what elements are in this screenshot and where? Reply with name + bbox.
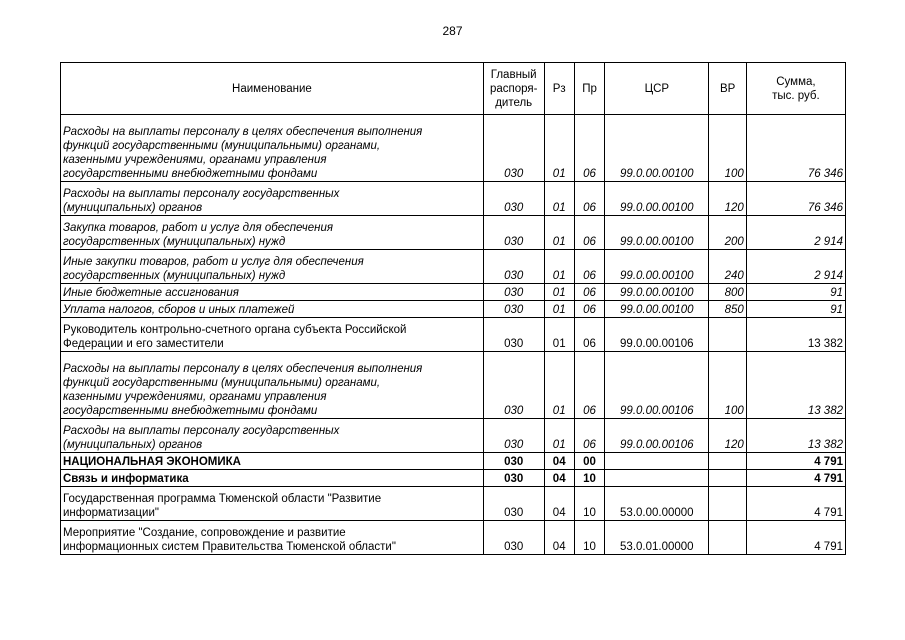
- cell-name-line: НАЦИОНАЛЬНАЯ ЭКОНОМИКА: [63, 456, 241, 468]
- cell-manager: 030: [483, 301, 544, 318]
- cell-csr: 99.0.00.00100: [605, 284, 709, 301]
- header-pr: Пр: [574, 63, 604, 115]
- cell-pr: 06: [574, 352, 604, 419]
- cell-manager: 030: [483, 419, 544, 453]
- cell-vr: 850: [709, 301, 746, 318]
- cell-sum: 4 791: [746, 487, 845, 521]
- cell-rz: 04: [544, 487, 574, 521]
- cell-pr: 06: [574, 301, 604, 318]
- cell-rz: 01: [544, 182, 574, 216]
- cell-name: [61, 284, 484, 301]
- header-sum-line2: тыс. руб.: [772, 89, 820, 102]
- cell-pr: 06: [574, 182, 604, 216]
- cell-sum: 13 382: [746, 419, 845, 453]
- cell-pr: 06: [574, 250, 604, 284]
- cell-name: [61, 301, 484, 318]
- cell-csr: 99.0.00.00100: [605, 250, 709, 284]
- cell-vr: [709, 318, 746, 352]
- table-row: [61, 419, 846, 453]
- cell-name-line: информатизации": [63, 507, 159, 519]
- cell-name: [61, 250, 484, 284]
- cell-rz: 01: [544, 419, 574, 453]
- cell-name-line: казенными учреждениями, органами управления: [63, 391, 327, 403]
- cell-name-line: государственных (муниципальных) нужд: [63, 236, 286, 248]
- cell-name-line: государственных (муниципальных) нужд: [63, 270, 286, 282]
- cell-manager: 030: [483, 182, 544, 216]
- cell-name-line: Мероприятие "Создание, сопровождение и развитие: [63, 527, 346, 539]
- cell-pr: 06: [574, 284, 604, 301]
- cell-name-line: Связь и информатика: [63, 473, 189, 485]
- table-row: [61, 318, 846, 352]
- cell-manager: 030: [483, 250, 544, 284]
- cell-name-line: Расходы на выплаты персоналу государственных: [63, 425, 340, 437]
- cell-sum: 4 791: [746, 470, 845, 487]
- cell-csr: 99.0.00.00106: [605, 419, 709, 453]
- cell-sum: 91: [746, 301, 845, 318]
- cell-rz: 01: [544, 250, 574, 284]
- table-row: [61, 487, 846, 521]
- cell-pr: 10: [574, 521, 604, 555]
- cell-name: [61, 419, 484, 453]
- cell-vr: 120: [709, 419, 746, 453]
- cell-rz: 04: [544, 453, 574, 470]
- cell-sum: 13 382: [746, 318, 845, 352]
- cell-pr: 06: [574, 419, 604, 453]
- cell-name-line: (муниципальных) органов: [63, 439, 203, 451]
- cell-name-line: Закупка товаров, работ и услуг для обеспечения: [63, 222, 334, 234]
- cell-pr: 06: [574, 318, 604, 352]
- cell-name: [61, 453, 484, 470]
- cell-vr: 800: [709, 284, 746, 301]
- cell-csr: 99.0.00.00106: [605, 352, 709, 419]
- cell-name-line: Уплата налогов, сборов и иных платежей: [63, 304, 295, 316]
- cell-name: [61, 521, 484, 555]
- cell-sum: 13 382: [746, 352, 845, 419]
- cell-name: [61, 487, 484, 521]
- cell-name: [61, 352, 484, 419]
- table-row: [61, 470, 846, 487]
- cell-vr: 100: [709, 115, 746, 182]
- cell-manager: 030: [483, 284, 544, 301]
- cell-csr: 53.0.00.00000: [605, 487, 709, 521]
- cell-name-line: Расходы на выплаты персоналу в целях обеспечения выполнения: [63, 126, 423, 138]
- table-row: [61, 521, 846, 555]
- table-row: [61, 216, 846, 250]
- header-sum: [746, 63, 845, 115]
- cell-pr: 00: [574, 453, 604, 470]
- header-manager-line3: дитель: [495, 96, 533, 109]
- cell-sum: 2 914: [746, 250, 845, 284]
- cell-rz: 01: [544, 284, 574, 301]
- cell-vr: 100: [709, 352, 746, 419]
- cell-csr: [605, 470, 709, 487]
- cell-manager: 030: [483, 318, 544, 352]
- cell-csr: 99.0.00.00106: [605, 318, 709, 352]
- cell-manager: 030: [483, 352, 544, 419]
- budget-table: [60, 62, 846, 555]
- cell-name-line: информационных систем Правительства Тюменской области": [63, 541, 396, 553]
- cell-name-line: государственными внебюджетными фондами: [63, 405, 318, 417]
- cell-name-line: Расходы на выплаты персоналу в целях обеспечения выполнения: [63, 363, 423, 375]
- cell-name: [61, 115, 484, 182]
- table-row: [61, 301, 846, 318]
- cell-pr: 10: [574, 487, 604, 521]
- cell-manager: 030: [483, 521, 544, 555]
- cell-name-line: функций государственными (муниципальными) органами,: [63, 140, 381, 152]
- table-row: [61, 284, 846, 301]
- cell-name: [61, 318, 484, 352]
- cell-pr: 10: [574, 470, 604, 487]
- cell-csr: [605, 453, 709, 470]
- cell-csr: 99.0.00.00100: [605, 182, 709, 216]
- cell-vr: [709, 521, 746, 555]
- cell-csr: 53.0.01.00000: [605, 521, 709, 555]
- header-manager: [483, 63, 544, 115]
- cell-rz: 04: [544, 521, 574, 555]
- cell-manager: 030: [483, 115, 544, 182]
- cell-rz: 01: [544, 301, 574, 318]
- cell-sum: 4 791: [746, 453, 845, 470]
- cell-manager: 030: [483, 487, 544, 521]
- table-row: [61, 182, 846, 216]
- cell-name-line: Расходы на выплаты персоналу государственных: [63, 188, 340, 200]
- table-row: [61, 250, 846, 284]
- cell-rz: 01: [544, 352, 574, 419]
- cell-csr: 99.0.00.00100: [605, 301, 709, 318]
- header-name: Наименование: [61, 63, 484, 115]
- cell-sum: 2 914: [746, 216, 845, 250]
- cell-name: [61, 182, 484, 216]
- cell-name: [61, 470, 484, 487]
- cell-rz: 04: [544, 470, 574, 487]
- header-rz: Рз: [544, 63, 574, 115]
- cell-name-line: функций государственными (муниципальными) органами,: [63, 377, 381, 389]
- cell-name-line: (муниципальных) органов: [63, 202, 203, 214]
- table-row: [61, 453, 846, 470]
- cell-manager: 030: [483, 470, 544, 487]
- cell-name: [61, 216, 484, 250]
- cell-name-line: Государственная программа Тюменской области "Развитие: [63, 493, 382, 505]
- cell-sum: 76 346: [746, 182, 845, 216]
- cell-vr: 240: [709, 250, 746, 284]
- cell-vr: [709, 453, 746, 470]
- cell-manager: 030: [483, 216, 544, 250]
- table-row: [61, 115, 846, 182]
- header-manager-line2: распоря-: [489, 82, 538, 95]
- cell-pr: 06: [574, 115, 604, 182]
- cell-manager: 030: [483, 453, 544, 470]
- cell-rz: 01: [544, 318, 574, 352]
- table-header-row: [61, 63, 846, 115]
- cell-vr: [709, 470, 746, 487]
- cell-sum: 91: [746, 284, 845, 301]
- header-vr: ВР: [709, 63, 746, 115]
- cell-sum: 76 346: [746, 115, 845, 182]
- cell-vr: 200: [709, 216, 746, 250]
- cell-vr: 120: [709, 182, 746, 216]
- cell-sum: 4 791: [746, 521, 845, 555]
- table-row: [61, 352, 846, 419]
- cell-name-line: казенными учреждениями, органами управления: [63, 154, 327, 166]
- cell-name-line: Иные закупки товаров, работ и услуг для обеспечения: [63, 256, 364, 268]
- cell-name-line: Федерации и его заместители: [63, 338, 224, 350]
- cell-name-line: государственными внебюджетными фондами: [63, 168, 318, 180]
- cell-csr: 99.0.00.00100: [605, 115, 709, 182]
- cell-rz: 01: [544, 115, 574, 182]
- cell-csr: 99.0.00.00100: [605, 216, 709, 250]
- table-body: [61, 115, 846, 555]
- cell-rz: 01: [544, 216, 574, 250]
- header-csr: ЦСР: [605, 63, 709, 115]
- cell-pr: 06: [574, 216, 604, 250]
- page-number: 287: [442, 24, 463, 38]
- header-manager-line1: Главный: [490, 68, 537, 81]
- header-sum-line1: Сумма,: [776, 75, 816, 88]
- cell-vr: [709, 487, 746, 521]
- cell-name-line: Руководитель контрольно-счетного органа субъекта Российской: [63, 324, 407, 336]
- cell-name-line: Иные бюджетные ассигнования: [63, 287, 239, 299]
